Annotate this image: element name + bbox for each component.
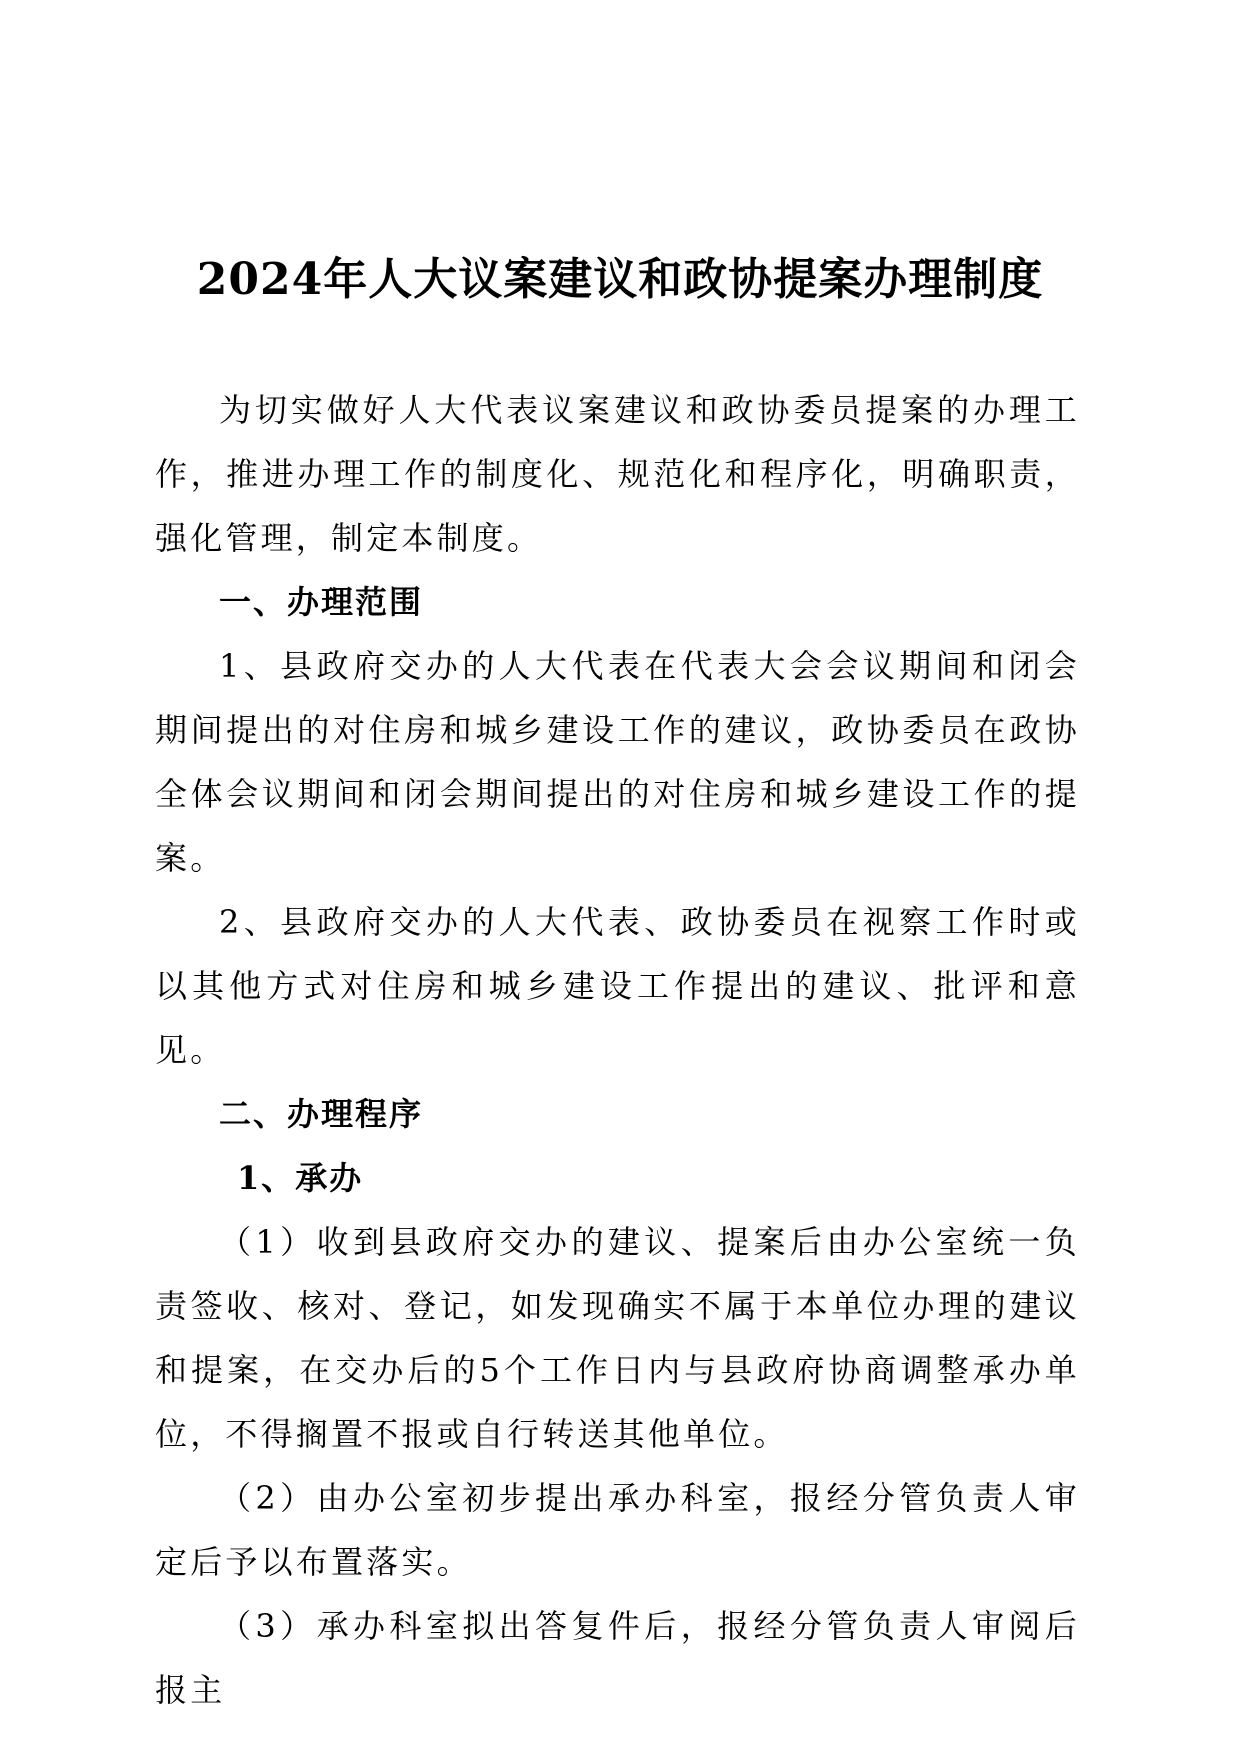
document-title: 2024年人大议案建议和政协提案办理制度 (196, 254, 1044, 305)
intro-paragraph: 为切实做好人大代表议案建议和政协委员提案的办理工作，推进办理工作的制度化、规范化和程序化，明确职责，强化管理，制定本制度。 (155, 391, 1080, 557)
undertake-item-2: （2）由办公室初步提出承办科室，报经分管负责人审定后予以布置落实。 (155, 1479, 1080, 1581)
document-body (155, 378, 1080, 1722)
section-heading-procedure: 二、办理程序 (219, 1095, 424, 1133)
scope-item-1: 1、县政府交办的人大代表在代表大会会议期间和闭会期间提出的对住房和城乡建设工作的建议，政协委员在政协全体会议期间和闭会期间提出的对住房和城乡建设工作的提案。 (155, 647, 1080, 877)
scope-item-2: 2、县政府交办的人大代表、政协委员在视察工作时或以其他方式对住房和城乡建设工作提出的建议、批评和意见。 (155, 903, 1080, 1069)
subsection-heading-undertake: 1、承办 (237, 1159, 364, 1197)
undertake-item-3: （3）承办科室拟出答复件后，报经分管负责人审阅后报主 (155, 1607, 1080, 1709)
section-heading-scope: 一、办理范围 (219, 583, 424, 621)
undertake-item-1: （1）收到县政府交办的建议、提案后由办公室统一负责签收、核对、登记，如发现确实不属于本单位办理的建议和提案，在交办后的5个工作日内与县政府协商调整承办单位，不得搁置不报或自行转送其他单位。 (155, 1223, 1080, 1453)
